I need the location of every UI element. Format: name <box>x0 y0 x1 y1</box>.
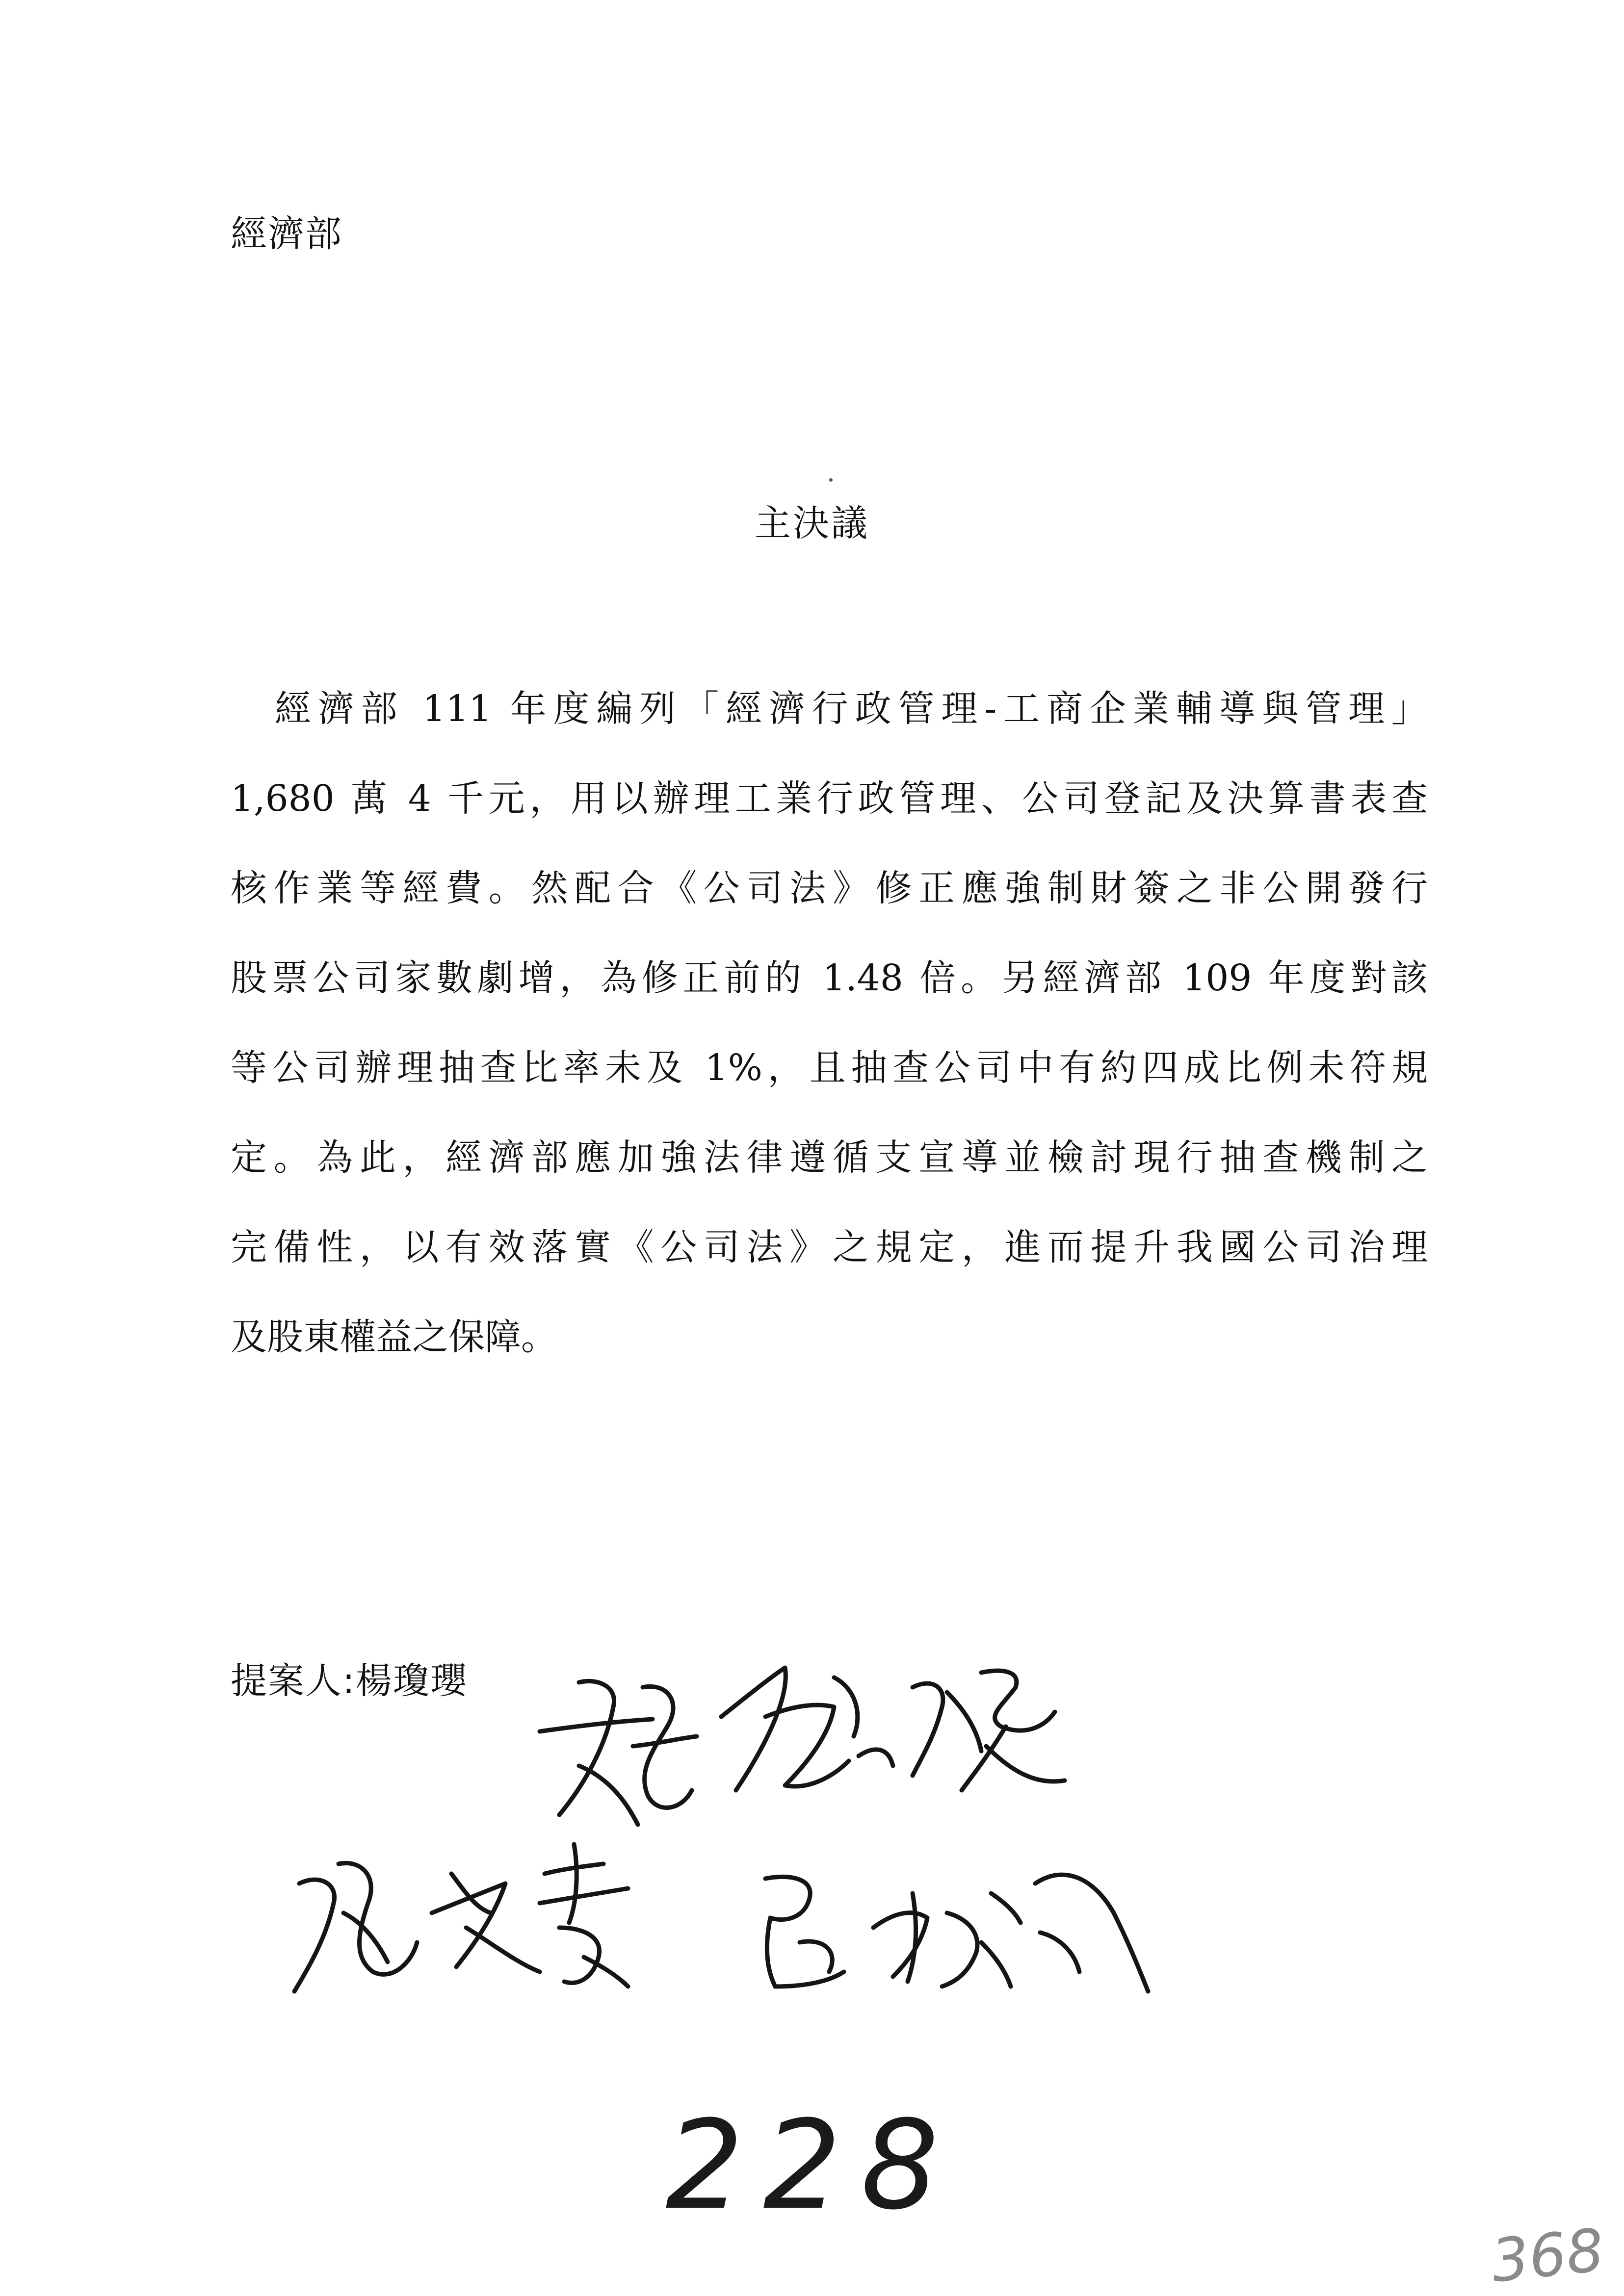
body-line: 等公司辦理抽查比率未及 1%，且抽查公司中有約四成比例未符規 <box>231 1047 1428 1089</box>
body-line: 定。為此，經濟部應加強法律遵循支宣導並檢討現行抽查機制之 <box>231 1136 1428 1179</box>
document-title: 主決議 <box>755 502 869 544</box>
signature-4 <box>294 1844 628 1991</box>
signature-1 <box>540 1681 697 1825</box>
body-line: 1,680 萬 4 千元，用以辦理工業行政管理、公司登記及決算書表查 <box>231 777 1428 820</box>
proposer-label: 提案人:楊瓊瓔 <box>231 1660 468 1702</box>
agency-name: 經濟部 <box>231 213 342 255</box>
signature-5 <box>765 1875 1148 1991</box>
body-line: 完備性，以有效落實《公司法》之規定，進而提升我國公司治理 <box>231 1226 1428 1268</box>
body-line: 經濟部 111 年度編列「經濟行政管理-工商企業輔導與管理」 <box>275 688 1428 730</box>
resolution-body <box>231 684 1428 1402</box>
scan-dot <box>829 478 833 482</box>
body-line: 股票公司家數劇增，為修正前的 1.48 倍。另經濟部 109 年度對該 <box>231 957 1428 999</box>
page-number: 228 <box>665 2094 959 2237</box>
signature-3 <box>913 1671 1065 1790</box>
sheet-number: 368 <box>1488 2216 1607 2296</box>
body-line: 核作業等經費。然配合《公司法》修正應強制財簽之非公開發行 <box>231 867 1428 909</box>
signature-2 <box>721 1668 893 1790</box>
body-line: 及股東權益之保障。 <box>231 1316 557 1358</box>
